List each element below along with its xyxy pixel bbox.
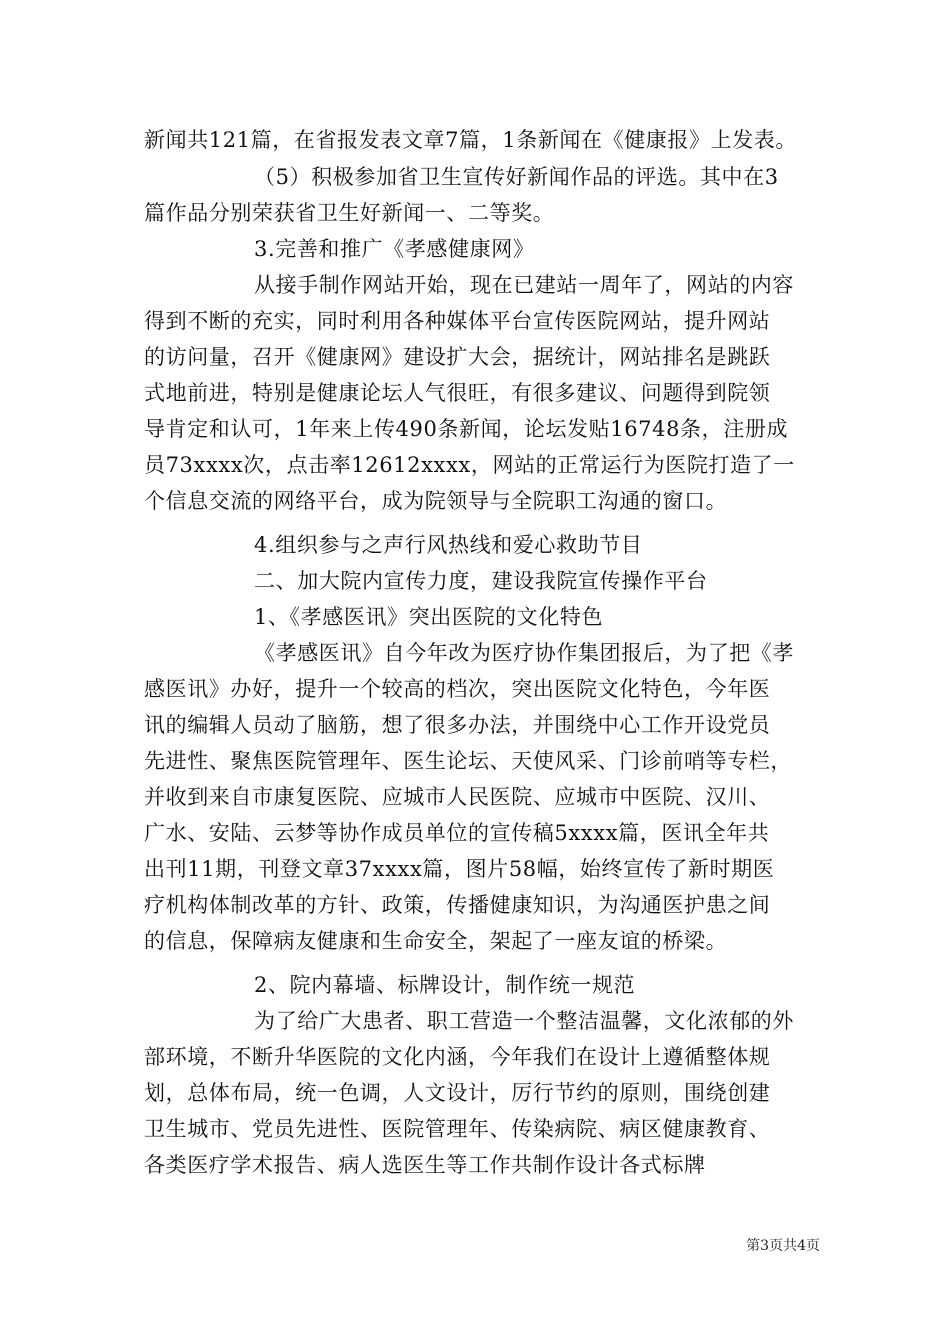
paragraph-line: 篇作品分别荣获省卫生好新闻一、二等奖。 [144, 201, 555, 225]
paragraph-line: 讯的编辑人员动了脑筋，想了很多办法，并围绕中心工作开设党员 [144, 713, 771, 737]
paragraph-line: 得到不断的充实，同时利用各种媒体平台宣传医院网站，提升网站 [144, 309, 771, 333]
paragraph-line: 的访问量，召开《健康网》建设扩大会，据统计，网站排名是跳跃 [144, 345, 771, 369]
paragraph-line: （5）积极参加省卫生宣传好新闻作品的评选。其中在3 [254, 165, 779, 189]
paragraph-line: 各类医疗学术报告、病人选医生等工作共制作设计各式标牌 [144, 1153, 706, 1177]
paragraph-line: 先进性、聚焦医院管理年、医生论坛、天使风采、门诊前哨等专栏， [144, 749, 792, 773]
paragraph-line: 的信息，保障病友健康和生命安全，架起了一座友谊的桥梁。 [144, 929, 728, 953]
page-number-footer: 第3页共4页 [746, 1238, 820, 1254]
section-heading: 1、《孝感医讯》突出医院的文化特色 [254, 605, 604, 629]
paragraph-line: 从接手制作网站开始，现在已建站一周年了，网站的内容 [254, 273, 794, 297]
paragraph-line: 卫生城市、党员先进性、医院管理年、传染病院、病区健康教育、 [144, 1117, 771, 1141]
paragraph-line: 个信息交流的网络平台，成为院领导与全院职工沟通的窗口。 [144, 489, 728, 513]
section-heading: 二、加大院内宣传力度，建设我院宣传操作平台 [254, 569, 708, 593]
paragraph-line: 式地前进，特别是健康论坛人气很旺，有很多建议、问题得到院领 [144, 381, 771, 405]
paragraph-line: 疗机构体制改革的方针、政策，传播健康知识，为沟通医护患之间 [144, 893, 771, 917]
section-heading: 4.组织参与之声行风热线和爱心救助节目 [254, 533, 643, 557]
paragraph-line: 划，总体布局，统一色调，人文设计，厉行节约的原则，围绕创建 [144, 1081, 771, 1105]
section-heading: 3.完善和推广《孝感健康网》 [254, 237, 535, 261]
paragraph-line: 导肯定和认可，1年来上传490条新闻，论坛发贴16748条，注册成 [144, 417, 789, 441]
paragraph-line: 《孝感医讯》自今年改为医疗协作集团报后，为了把《孝 [254, 641, 794, 665]
paragraph-line: 感医讯》办好，提升一个较高的档次，突出医院文化特色，今年医 [144, 677, 771, 701]
paragraph-line: 广水、安陆、云梦等协作成员单位的宣传稿5xxxx篇，医讯全年共 [144, 821, 770, 845]
section-heading: 2、院内幕墙、标牌设计，制作统一规范 [254, 973, 636, 997]
paragraph-line: 员73xxxx次，点击率12612xxxx，网站的正常运行为医院打造了一 [144, 453, 795, 477]
paragraph-line: 部环境，不断升华医院的文化内涵，今年我们在设计上遵循整体规 [144, 1045, 771, 1069]
paragraph-line: 出刊11期，刊登文章37xxxx篇，图片58幅，始终宣传了新时期医 [144, 857, 775, 881]
paragraph-line: 新闻共121篇，在省报发表文章7篇，1条新闻在《健康报》上发表。 [144, 128, 798, 152]
paragraph-line: 并收到来自市康复医院、应城市人民医院、应城市中医院、汉川、 [144, 785, 771, 809]
paragraph-line: 为了给广大患者、职工营造一个整洁温馨，文化浓郁的外 [254, 1009, 794, 1033]
